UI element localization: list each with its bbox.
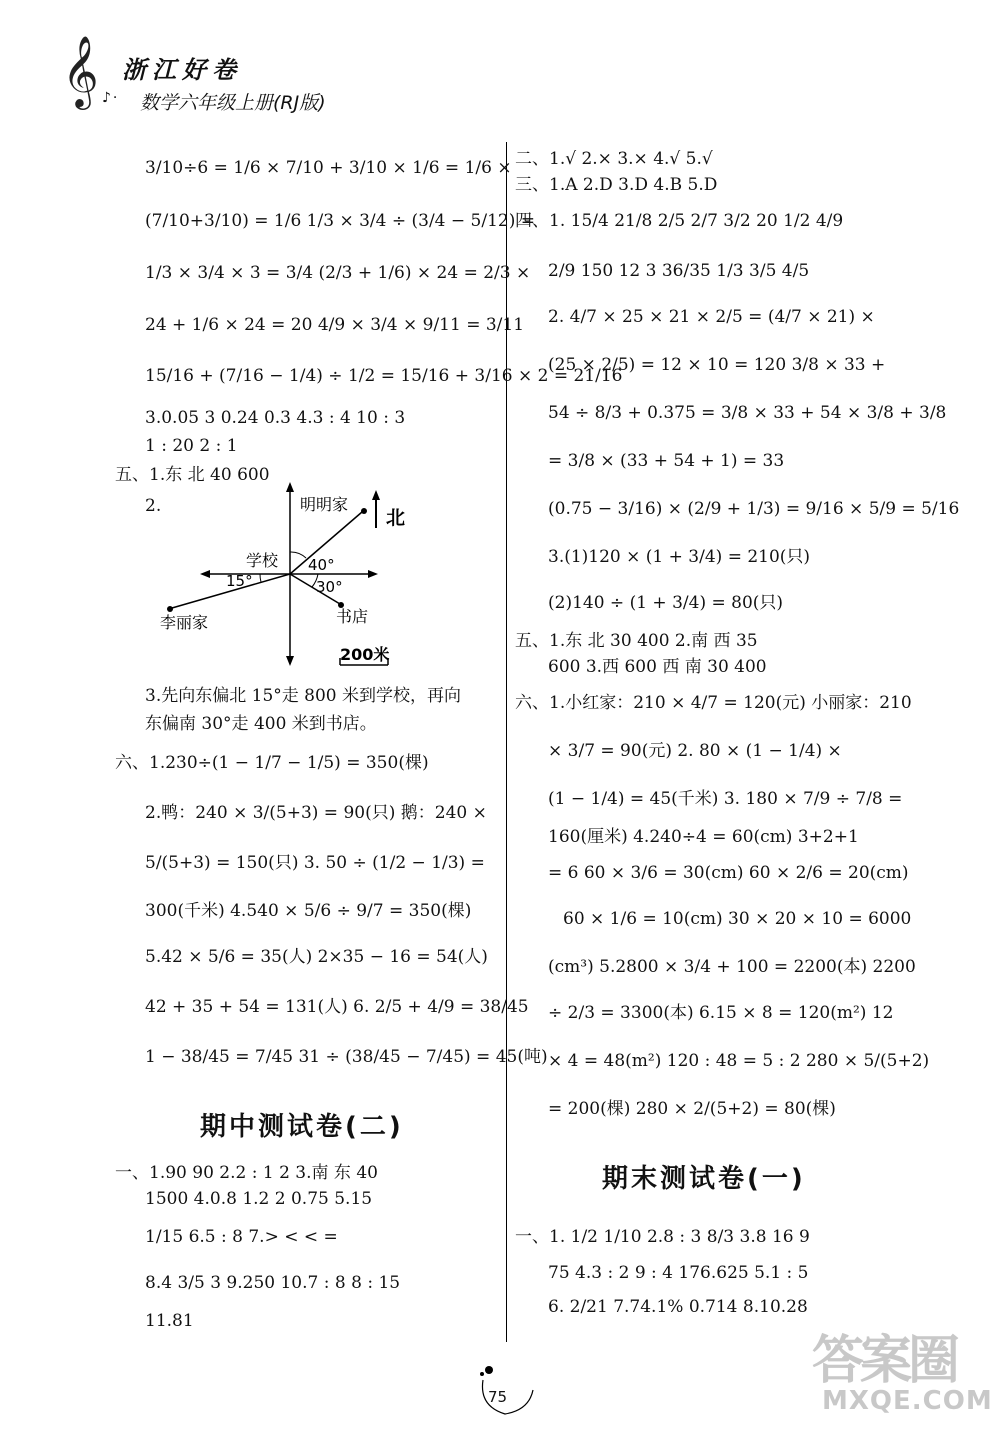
right-line-6: (25 × 2/5) = 12 × 10 = 120 3/8 × 33 + [548, 355, 886, 375]
left-line-3: 1/3 × 3/4 × 3 = 3/4 (2/3 + 1/6) × 24 = 2/3 × [145, 263, 531, 283]
left-line-18: 1 − 38/45 = 7/45 31 ÷ (38/45 − 7/45) = 45(吨) [145, 1047, 548, 1067]
brand-title: 浙江好卷 [122, 56, 242, 84]
right-line-4: 2/9 150 12 3 36/35 1/3 3/5 4/5 [548, 261, 810, 281]
watermark-logo: 答案圈 [812, 1331, 957, 1391]
right-line-19: 60 × 1/6 = 10(cm) 30 × 20 × 10 = 6000 [563, 909, 912, 929]
book-subtitle: 数学六年级上册(RJ版) [140, 92, 326, 114]
final-line-2: 75 4.3 : 2 9 : 4 176.625 5.1 : 5 [548, 1263, 809, 1283]
left-line-11: 东偏南 30°走 400 米到书店。 [145, 714, 377, 734]
left-line-1: 3/10÷6 = 1/6 × 7/10 + 3/10 × 1/6 = 1/6 × [145, 158, 512, 178]
right-line-13: 600 3.西 600 西 南 30 400 [548, 657, 767, 677]
right-line-10: 3.(1)120 × (1 + 3/4) = 210(只) [548, 547, 811, 567]
right-line-18: = 6 60 × 3/6 = 30(cm) 60 × 2/6 = 20(cm) [548, 863, 909, 883]
label-angle-30: 30° [316, 578, 343, 596]
left-line-10: 3.先向东偏北 15°走 800 米到学校，再向 [145, 686, 462, 706]
page-number: 75 [488, 1388, 508, 1406]
treble-clef-icon: 𝄞 [62, 34, 99, 107]
label-school: 学校 [246, 551, 279, 570]
left-line-17: 42 + 35 + 54 = 131(人) 6. 2/5 + 4/9 = 38/45 [145, 997, 529, 1017]
left-line-6: 3.0.05 3 0.24 0.3 4.3 : 4 10 : 3 [145, 408, 406, 428]
left-line-15: 300(千米) 4.540 × 5/6 ÷ 9/7 = 350(棵) [145, 901, 472, 921]
label-bookstore: 书店 [336, 607, 369, 626]
right-line-3: 四、1. 15/4 21/8 2/5 2/7 3/2 20 1/2 4/9 [515, 211, 844, 231]
label-li-home: 李丽家 [160, 613, 209, 632]
left-line-13: 2.鸭：240 × 3/(5+3) = 90(只) 鹅：240 × [145, 803, 487, 823]
midterm-section-title: 期中测试卷(二) [200, 1112, 404, 1142]
right-line-5: 2. 4/7 × 25 × 21 × 2/5 = (4/7 × 21) × [548, 307, 875, 327]
left-line-7: 1 : 20 2 : 1 [145, 436, 238, 456]
left-line-5: 15/16 + (7/16 − 1/4) ÷ 1/2 = 15/16 + 3/16 × 2 = 21/16 [145, 366, 623, 386]
right-line-14: 六、1.小红家：210 × 4/7 = 120(元) 小丽家：210 [515, 693, 912, 713]
book-header [40, 34, 360, 120]
final-line-3: 6. 2/21 7.74.1% 0.714 8.10.28 [548, 1297, 808, 1317]
right-line-12: 五、1.东 北 30 400 2.南 西 35 [515, 631, 758, 651]
midterm-line-5: 11.81 [145, 1311, 194, 1331]
label-north: 北 [386, 507, 406, 529]
right-line-7: 54 ÷ 8/3 + 0.375 = 3/8 × 33 + 54 × 3/8 + 3/8 [548, 403, 947, 423]
left-line-14: 5/(5+3) = 150(只) 3. 50 ÷ (1/2 − 1/3) = [145, 853, 485, 873]
final-section-title: 期末测试卷(一) [602, 1164, 806, 1194]
right-line-1: 二、1.√ 2.× 3.× 4.√ 5.√ [515, 149, 713, 169]
left-line-9: 2. [145, 496, 162, 516]
right-line-22: × 4 = 48(m²) 120 : 48 = 5 : 2 280 × 5/(5+2) [548, 1051, 930, 1071]
right-line-9: (0.75 − 3/16) × (2/9 + 1/3) = 9/16 × 5/9 = 5/16 [548, 499, 960, 519]
midterm-line-1: 一、1.90 90 2.2 : 1 2 3.南 东 40 [115, 1163, 378, 1183]
right-line-17: 160(厘米) 4.240÷4 = 60(cm) 3+2+1 [548, 827, 859, 847]
left-line-8: 五、1.东 北 40 600 [115, 465, 270, 485]
midterm-line-2: 1500 4.0.8 1.2 2 0.75 5.15 [145, 1189, 373, 1209]
left-line-16: 5.42 × 5/6 = 35(人) 2×35 − 16 = 54(人) [145, 947, 488, 967]
label-scale: 200米 [340, 645, 390, 664]
right-line-15: × 3/7 = 90(元) 2. 80 × (1 − 1/4) × [548, 741, 842, 761]
label-angle-40: 40° [308, 556, 335, 574]
left-line-12: 六、1.230÷(1 − 1/7 − 1/5) = 350(棵) [115, 753, 429, 773]
music-dots-icon: ♪· [102, 90, 120, 106]
right-line-16: (1 − 1/4) = 45(千米) 3. 180 × 7/9 ÷ 7/8 = [548, 789, 903, 809]
final-line-1: 一、1. 1/2 1/10 2.8 : 3 8/3 3.8 16 9 [515, 1227, 810, 1247]
right-line-2: 三、1.A 2.D 3.D 4.B 5.D [515, 175, 718, 195]
right-line-11: (2)140 ÷ (1 + 3/4) = 80(只) [548, 593, 784, 613]
left-line-2: (7/10+3/10) = 1/6 1/3 × 3/4 ÷ (3/4 − 5/12) = [145, 211, 535, 231]
left-line-4: 24 + 1/6 × 24 = 20 4/9 × 3/4 × 9/11 = 3/11 [145, 315, 525, 335]
midterm-line-3: 1/15 6.5 : 8 7.> < < = [145, 1227, 338, 1247]
right-line-23: = 200(棵) 280 × 2/(5+2) = 80(棵) [548, 1099, 836, 1119]
right-line-21: ÷ 2/3 = 3300(本) 6.15 × 8 = 120(m²) 12 [548, 1003, 894, 1023]
midterm-line-4: 8.4 3/5 3 9.250 10.7 : 8 8 : 15 [145, 1273, 401, 1293]
watermark-url: MXQE.COM [822, 1386, 993, 1416]
right-line-8: = 3/8 × (33 + 54 + 1) = 33 [548, 451, 785, 471]
right-line-20: (cm³) 5.2800 × 3/4 + 100 = 2200(本) 2200 [548, 957, 916, 977]
direction-diagram [140, 480, 480, 685]
label-ming-home: 明明家 [300, 495, 349, 514]
label-angle-15: 15° [226, 572, 253, 590]
